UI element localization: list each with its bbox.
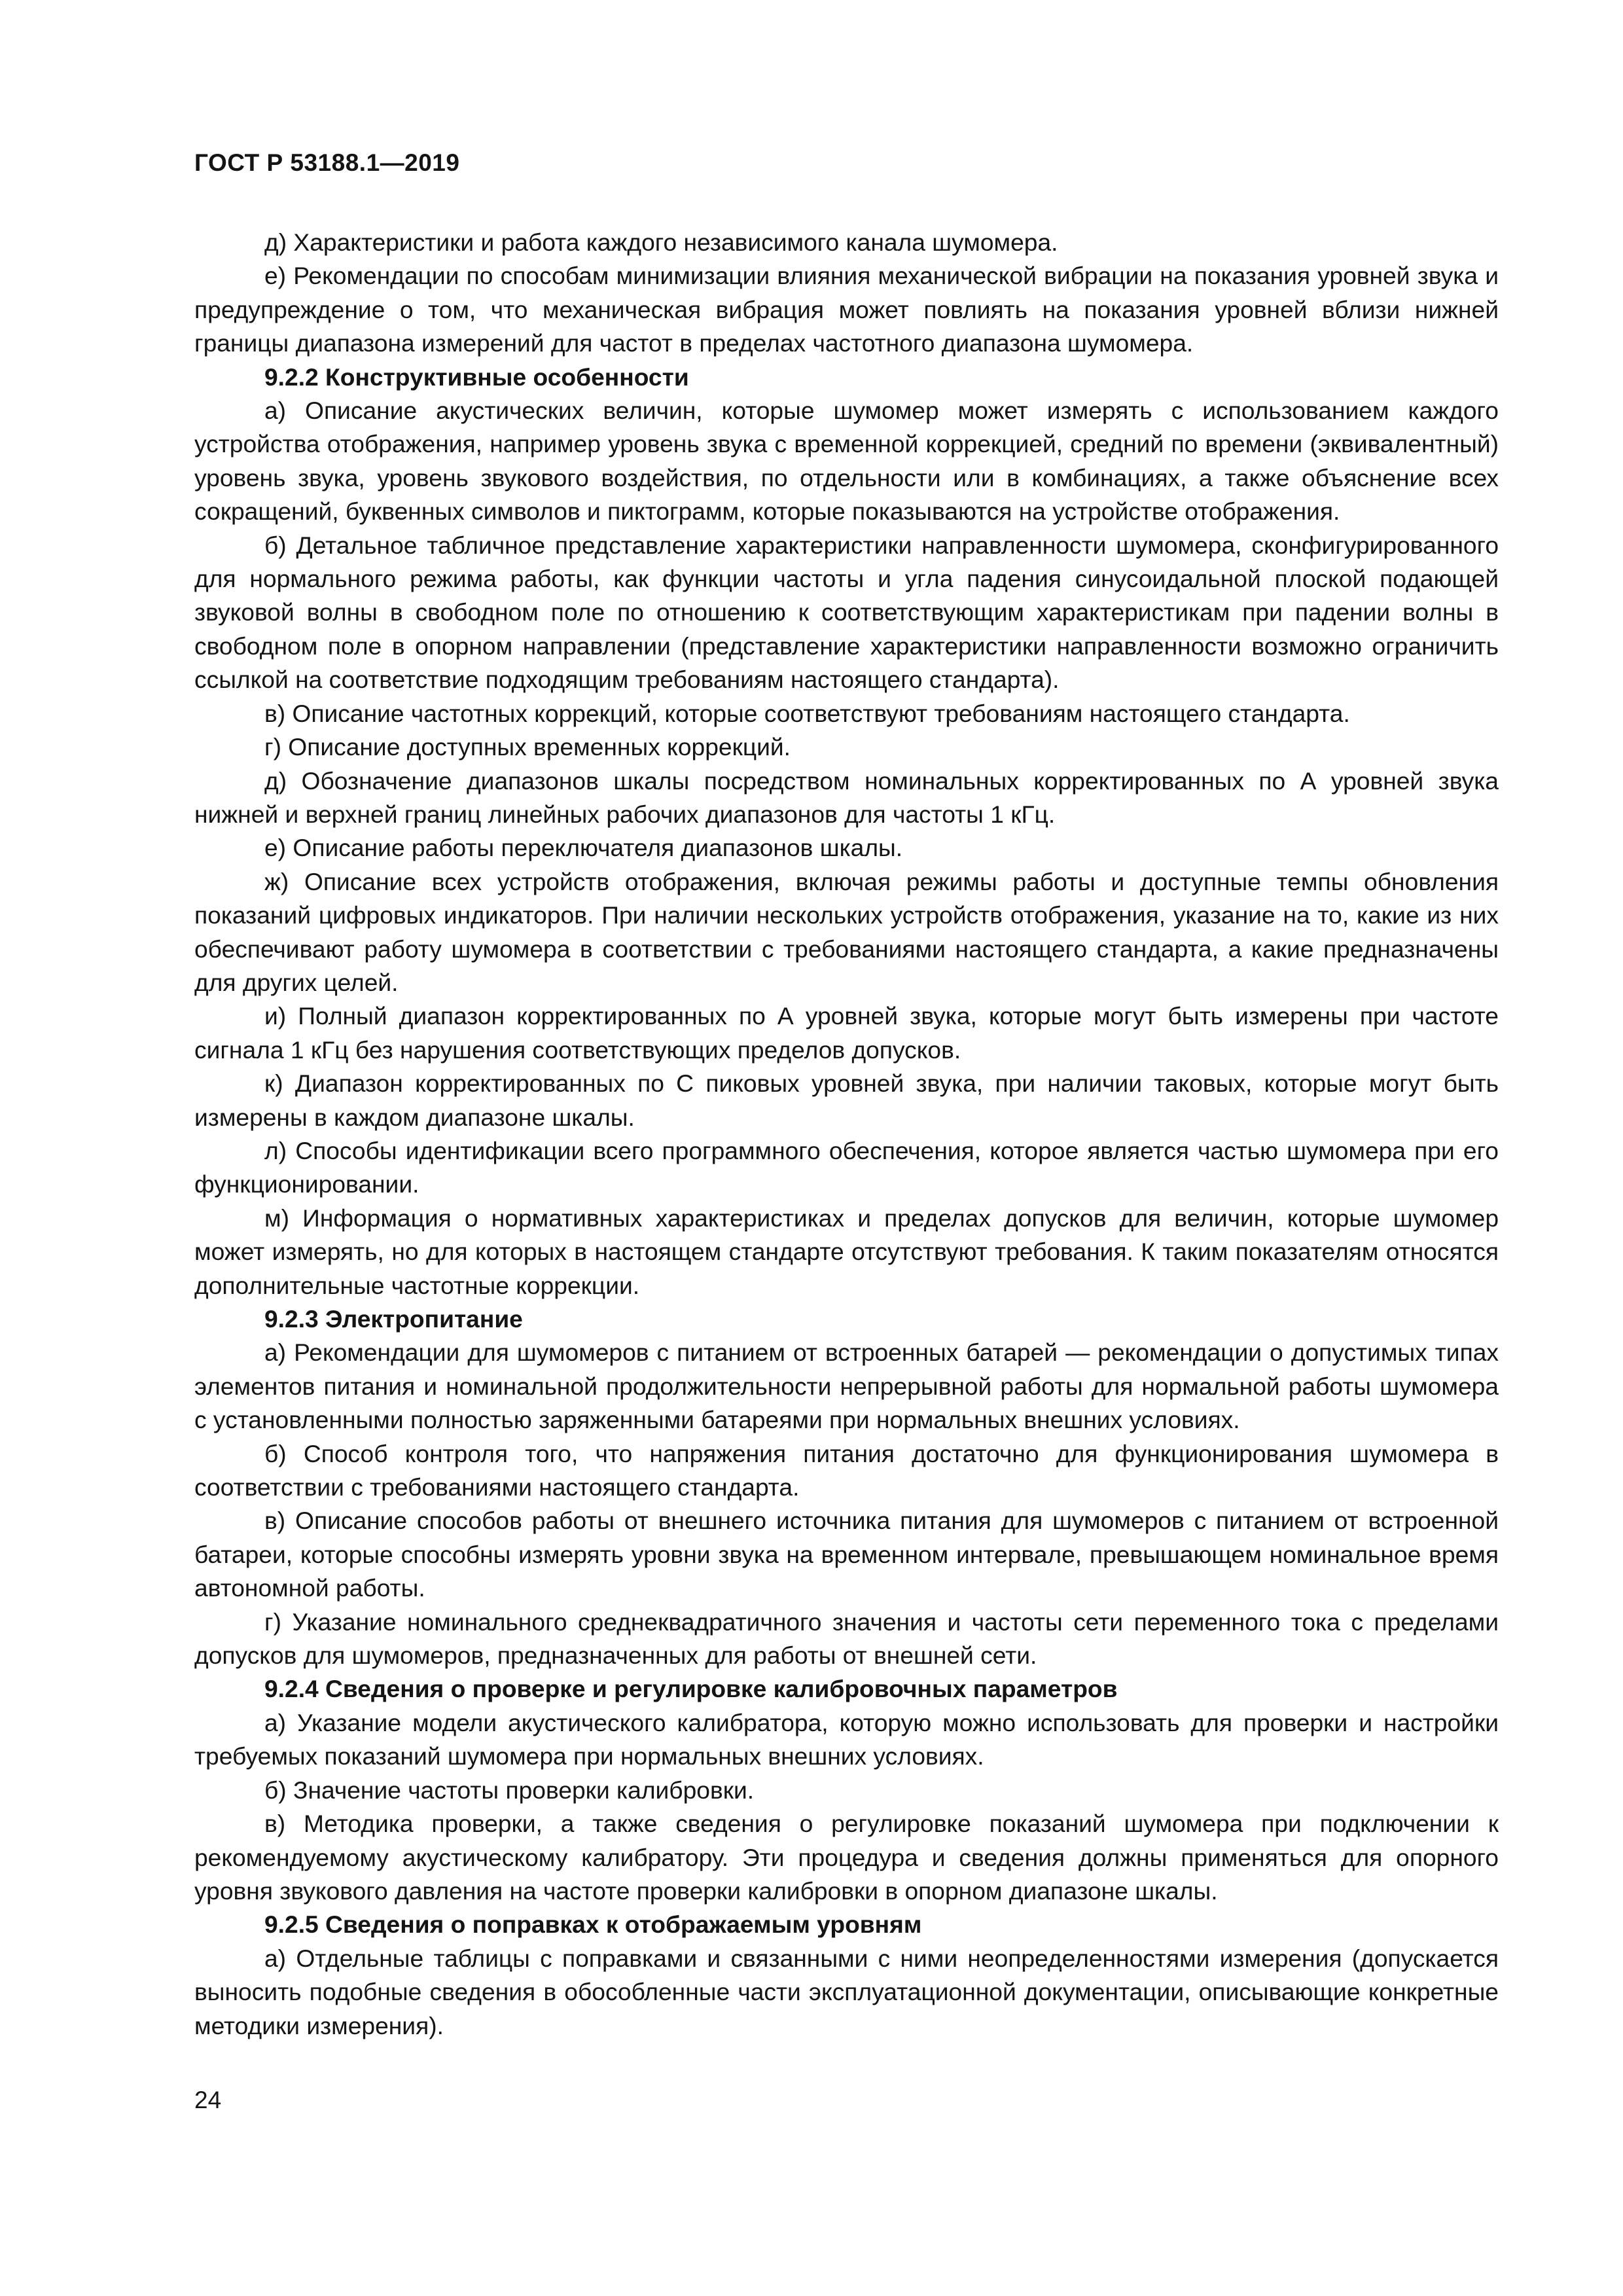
paragraph: б) Детальное табличное представление характеристики направленности шумомера, сконфигурированного для нормального режима работы, как функции частоты и угла падения синусоидальной плоской подающей звуковой волны в свободном поле по отношению к соответствующим характеристикам при падении волны в свободном поле в опорном направлении (представление характеристики направленности возможно ограничить ссылкой на соответствие подходящим требованиям настоящего стандарта).	[194, 531, 1499, 694]
section-heading: 9.2.2 Конструктивные особенности	[264, 363, 689, 391]
paragraph: г) Описание доступных временных коррекций.	[264, 733, 791, 761]
document-code-header: ГОСТ Р 53188.1—2019	[194, 149, 460, 176]
section-heading: 9.2.5 Сведения о поправках к отображаемым уровням	[264, 1910, 922, 1939]
paragraph: г) Указание номинального среднеквадратичного значения и частоты сети переменного тока с пределами допусков для шумомеров, предназначенных для работы от внешней сети.	[194, 1607, 1499, 1670]
paragraph: и) Полный диапазон корректированных по А уровней звука, которые могут быть измерены при частоте сигнала 1 кГц без нарушения соответствующих пределов допусков.	[194, 1002, 1499, 1064]
paragraph: а) Рекомендации для шумомеров с питанием от встроенных батарей — рекомендации о допустимых типах элементов питания и номинальной продолжительности непрерывной работы для нормальной работы шумомера с установленными полностью заряженными батареями при нормальных внешних условиях.	[194, 1338, 1499, 1434]
paragraph: в) Методика проверки, а также сведения о регулировке показаний шумомера при подключении к рекомендуемому акустическому калибратору. Эти процедура и сведения должны применяться для опорного уровня звукового давления на частоте проверки калибровки в опорном диапазоне шкалы.	[194, 1810, 1499, 1905]
paragraph: м) Информация о нормативных характеристиках и пределах допусков для величин, которые шумомер может измерять, но для которых в настоящем стандарте отсутствуют требования. К таким показателям относятся дополнительные частотные коррекции.	[194, 1204, 1499, 1299]
paragraph: ж) Описание всех устройств отображения, включая режимы работы и доступные темпы обновления показаний цифровых индикаторов. При наличии нескольких устройств отображения, указание на то, какие из них обеспечивают работу шумомера в соответствии с требованиями настоящего стандарта, а какие предназначены для других целей.	[194, 867, 1499, 996]
paragraph: е) Описание работы переключателя диапазонов шкалы.	[264, 834, 903, 862]
paragraph: л) Способы идентификации всего программного обеспечения, которое является частью шумомера при его функционировании.	[194, 1136, 1499, 1198]
paragraph: е) Рекомендации по способам минимизации влияния механической вибрации на показания уровней звука и предупреждение о том, что механическая вибрация может повлиять на показания уровней вблизи нижней границы диапазона измерений для частот в пределах частотного диапазона шумомера.	[194, 262, 1499, 357]
section-heading: 9.2.3 Электропитание	[264, 1305, 523, 1333]
paragraph: д) Характеристики и работа каждого независимого канала шумомера.	[264, 228, 1058, 256]
section-heading: 9.2.4 Сведения о проверке и регулировке калибровочных параметров	[264, 1675, 1118, 1703]
document-body	[194, 226, 1499, 2043]
paragraph: б) Способ контроля того, что напряжения питания достаточно для функционирования шумомера в соответствии с требованиями настоящего стандарта.	[194, 1439, 1499, 1501]
paragraph: а) Отдельные таблицы с поправками и связанными с ними неопределенностями измерения (допускается выносить подобные сведения в обособленные части эксплуатационной документации, описывающие конкретные методики измерения).	[194, 1944, 1499, 2039]
paragraph: к) Диапазон корректированных по С пиковых уровней звука, при наличии таковых, которые могут быть измерены в каждом диапазоне шкалы.	[194, 1069, 1499, 1131]
paragraph: д) Обозначение диапазонов шкалы посредством номинальных корректированных по А уровней звука нижней и верхней границ линейных рабочих диапазонов для частоты 1 кГц.	[194, 766, 1499, 828]
paragraph: в) Описание частотных коррекций, которые соответствуют требованиям настоящего стандарта.	[264, 699, 1350, 727]
paragraph: а) Описание акустических величин, которые шумомер может измерять с использованием каждого устройства отображения, например уровень звука с временной коррекцией, средний по времени (эквивалентный) уровень звука, уровень звукового воздействия, по отдельности или в комбинациях, а также объяснение всех сокращений, буквенных символов и пиктограмм, которые показываются на устройстве отображения.	[194, 397, 1499, 526]
paragraph: в) Описание способов работы от внешнего источника питания для шумомеров с питанием от встроенной батареи, которые способны измерять уровни звука на временном интервале, превышающем номинальное время автономной работы.	[194, 1507, 1499, 1602]
paragraph: а) Указание модели акустического калибратора, которую можно использовать для проверки и настройки требуемых показаний шумомера при нормальных внешних условиях.	[194, 1708, 1499, 1770]
page-number: 24	[194, 2087, 222, 2113]
paragraph: б) Значение частоты проверки калибровки.	[264, 1776, 755, 1804]
